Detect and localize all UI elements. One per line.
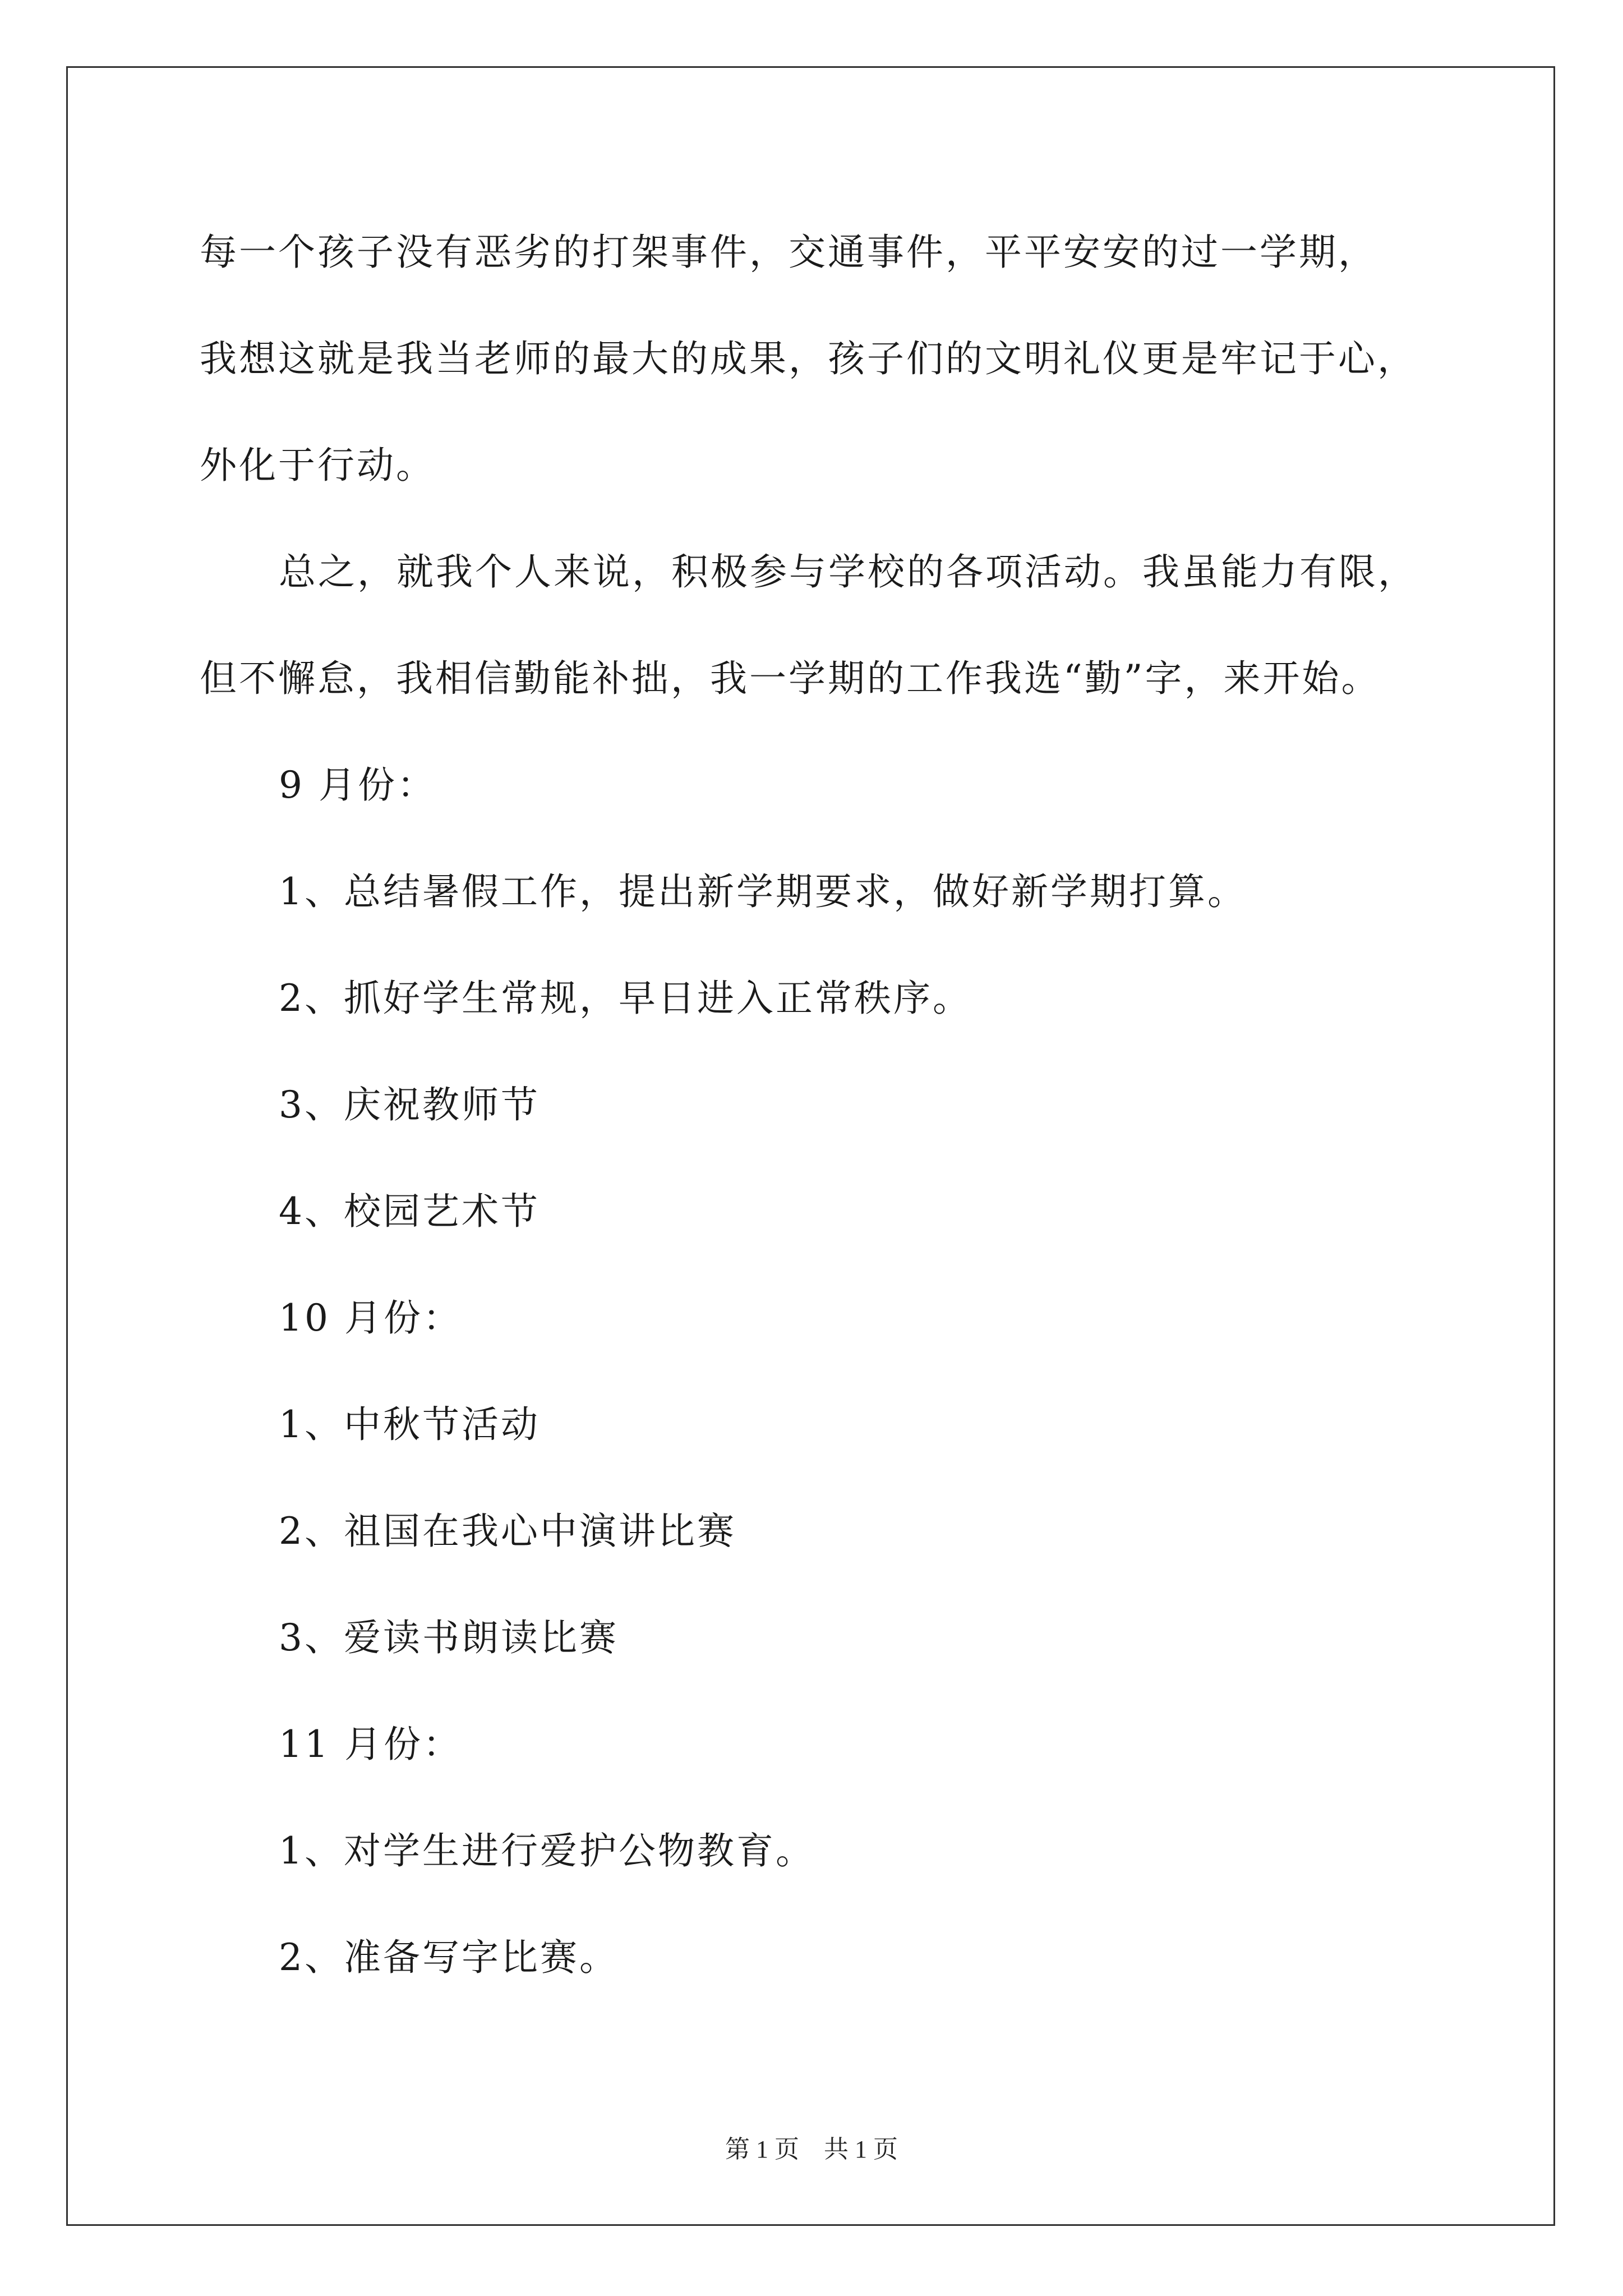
list-item: 3、庆祝教师节	[279, 1083, 540, 1126]
paragraph-line: 总之，就我个人来说，积极参与学校的各项活动。我虽能力有限，	[279, 550, 1417, 593]
list-item: 2、祖国在我心中演讲比赛	[279, 1510, 736, 1553]
paragraph-line: 我想这就是我当老师的最大的成果，孩子们的文明礼仪更是牢记于心，	[200, 337, 1417, 380]
paragraph-line: 外化于行动。	[200, 444, 435, 487]
month-heading: 10 月份：	[279, 1296, 462, 1340]
page-border	[66, 66, 1555, 2226]
month-heading: 9 月份：	[279, 763, 436, 807]
list-item: 1、总结暑假工作，提出新学期要求，做好新学期打算。	[279, 870, 1247, 913]
list-item: 1、中秋节活动	[279, 1403, 540, 1446]
paragraph-line: 每一个孩子没有恶劣的打架事件，交通事件，平平安安的过一学期，	[200, 231, 1377, 274]
list-item: 3、爱读书朗读比赛	[279, 1616, 619, 1659]
list-item: 2、准备写字比赛。	[279, 1936, 619, 1979]
paragraph-line: 但不懈怠，我相信勤能补拙，我一学期的工作我选“勤”字，来开始。	[200, 657, 1381, 700]
page-footer: 第 1 页 共 1 页	[725, 2136, 898, 2163]
month-heading: 11 月份：	[279, 1723, 462, 1766]
list-item: 1、对学生进行爱护公物教育。	[279, 1829, 815, 1872]
list-item: 2、抓好学生常规，早日进入正常秩序。	[279, 977, 972, 1020]
list-item: 4、校园艺术节	[279, 1190, 540, 1233]
